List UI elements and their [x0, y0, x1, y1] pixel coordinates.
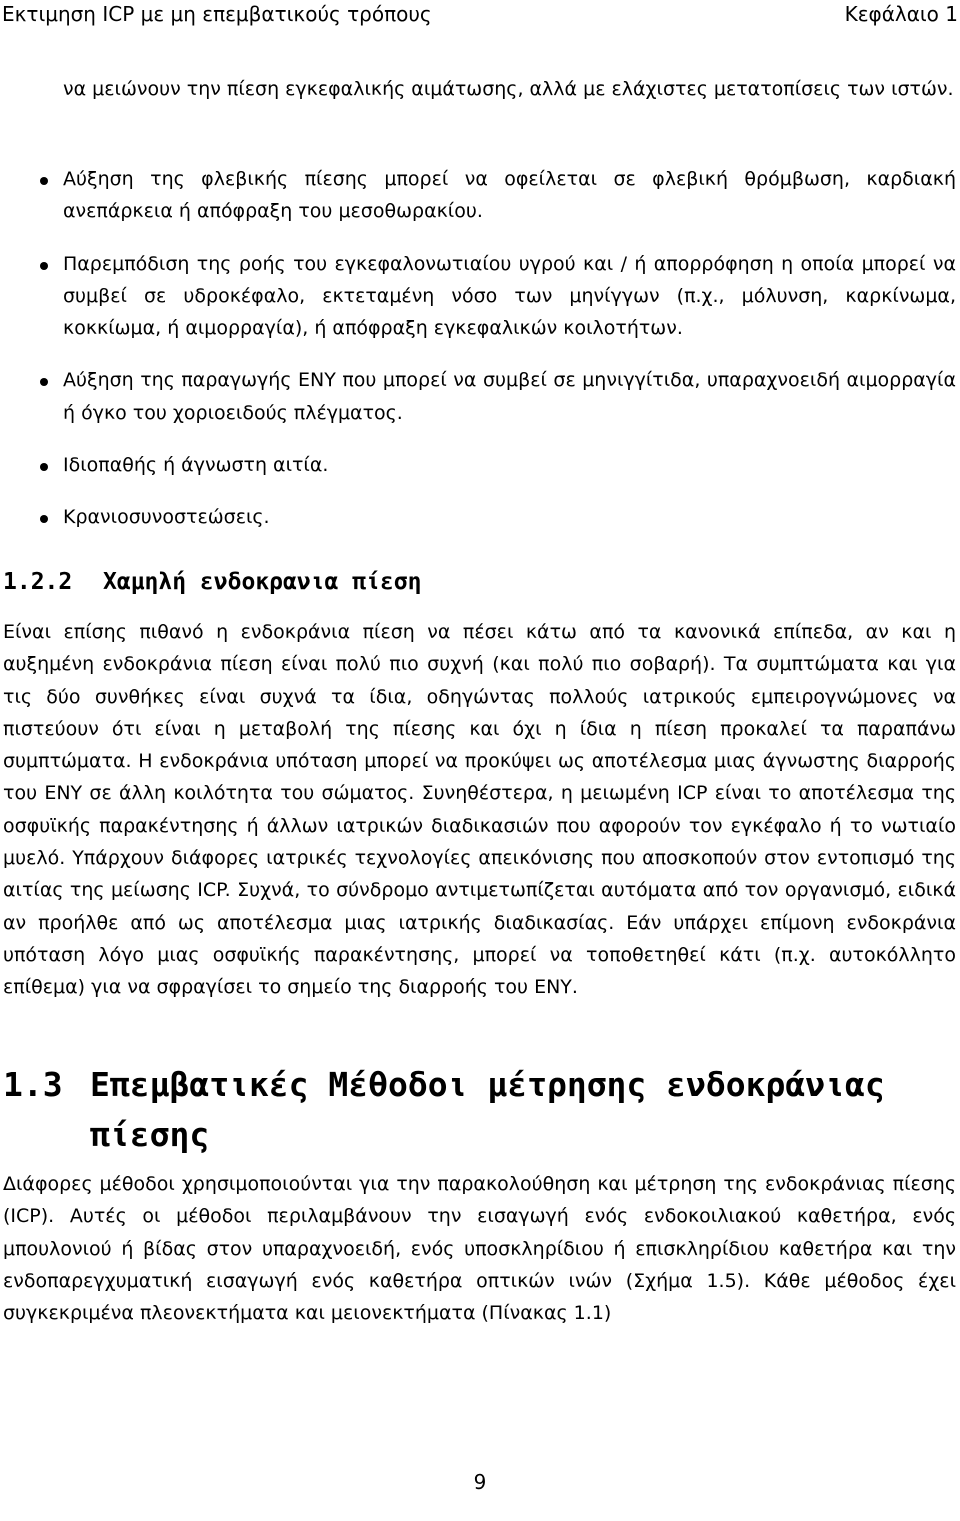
list-item-text: Αύξηση της φλεβικής πίεσης μπορεί να οφείλεται σε φλεβική θρόμβωση, καρδιακή ανεπάρκεια ή απόφραξη του μεσοθωρακίου.	[63, 168, 956, 223]
list-item-text: Ιδιοπαθής ή άγνωστη αιτία.	[63, 454, 329, 477]
section-number: 1.3	[3, 1065, 63, 1104]
subsection-heading	[3, 565, 422, 599]
body-paragraph: Διάφορες μέθοδοι χρησιμοποιούνται για την παρακολούθηση και μέτρηση της ενδοκράνιας πίεσης (ICP). Αυτές οι μέθοδοι περιλαμβάνουν την εισαγωγή ενός ενδοκοιλιακού καθετήρα, ενός μπουλονιού ή βίδας στον υπαραχνοειδή, ενός υποσκληρίδιου ή επισκληρίδιου καθετήρα και την ενδοπαρεγχυματική εισαγωγή ενός καθετήρα οπτικών ινών (Σχήμα 1.5). Κάθε μέθοδος έχει συγκεκριμένα πλεονεκτήματα και μειονεκτήματα (Πίνακας 1.1)	[3, 1173, 956, 1325]
subsection-number: 1.2.2	[3, 569, 73, 595]
section-heading	[3, 1060, 958, 1160]
list-item	[0, 163, 960, 228]
bullet-icon	[40, 378, 48, 386]
list-item	[0, 248, 960, 345]
section-title: Επεμβατικές Μέθοδοι μέτρησης ενδοκράνιας πίεσης	[90, 1065, 885, 1154]
list-item-text: Παρεμπόδιση της ροής του εγκεφαλονωτιαίου υγρού και / ή απορρόφηση η οποία μπορεί να συμβεί σε υδροκέφαλο, εκτεταμένη νόσο των μηνίγγων (π.χ., μόλυνση, καρκίνωμα, κοκκίωμα, ή αιμορραγία), ή απόφραξη εγκεφαλικών κοιλοτήτων.	[63, 252, 956, 340]
bullet-icon	[40, 515, 48, 523]
list-item-text: Κρανιοσυνοστεώσεις.	[63, 506, 270, 529]
running-header-chapter: Κεφάλαιο 1	[844, 2, 958, 26]
list-item	[0, 364, 960, 429]
subsection-title: Χαμηλή ενδοκρανια πίεση	[103, 569, 422, 595]
cause-list	[0, 163, 960, 554]
bullet-icon	[40, 177, 48, 185]
list-item	[0, 449, 960, 481]
page-number: 9	[473, 1470, 487, 1494]
body-paragraph: Είναι επίσης πιθανό η ενδοκράνια πίεση να πέσει κάτω από τα κανονικά επίπεδα, αν και η αυξημένη ενδοκράνια πίεση είναι πολύ πιο συχνή (και πολύ πιο σοβαρή). Τα συμπτώματα και για τις δύο συνθήκες είναι συχνά τα ίδια, οδηγώντας πολλούς ιατρικούς εμπειρογνώμονες να πιστεύουν ότι είναι η μεταβολή της πίεσης και όχι η ίδια η πίεση προκαλεί τα παραπάνω συμπτώματα. Η ενδοκράνια υπόταση μπορεί να προκύψει ως αποτέλεσμα μιας άγνωστης διαρροής του ΕΝΥ σε άλλη κοιλότητα του σώματος. Συνηθέστερα, η μειωμένη ICP είναι το αποτέλεσμα της οσφυϊκής παρακέντησης ή άλλων ιατρικών διαδικασιών που αφορούν τον εγκέφαλο ή το νωτιαίο μυελό. Υπάρχουν διάφορες ιατρικές τεχνολογίες απεικόνισης που αποσκοπούν στον εντοπισμό της αιτίας της μείωσης ICP. Συχνά, το σύνδρομο αντιμετωπίζεται αυτόματα από τον οργανισμό, ειδικά αν προήλθε από ως αποτέλεσμα μιας ιατρικής διαδικασίας. Εάν υπάρχει επίμονη ενδοκράνια υπόταση λόγο μιας οσφυϊκής παρακέντησης, μπορεί να τοποθετηθεί κάτι (π.χ. αυτοκόλλητο επίθεμα) για να σφραγίσει το σημείο της διαρροής του ΕΝΥ.	[3, 621, 956, 999]
list-item-text: Αύξηση της παραγωγής ΕΝΥ που μπορεί να συμβεί σε μηνιγγίτιδα, υπαραχνοειδή αιμορραγία ή όγκο του χοριοειδούς πλέγματος.	[63, 369, 956, 424]
bullet-icon	[40, 463, 48, 471]
list-item	[0, 501, 960, 533]
list-continuation-text: να μειώνουν την πίεση εγκεφαλικής αιμάτωσης, αλλά με ελάχιστες μετατοπίσεις των ιστών.	[63, 78, 954, 100]
running-header-title: Εκτιμηση ICP με μη επεμβατικούς τρόπους	[2, 2, 432, 26]
running-header	[0, 0, 960, 28]
bullet-icon	[40, 262, 48, 270]
